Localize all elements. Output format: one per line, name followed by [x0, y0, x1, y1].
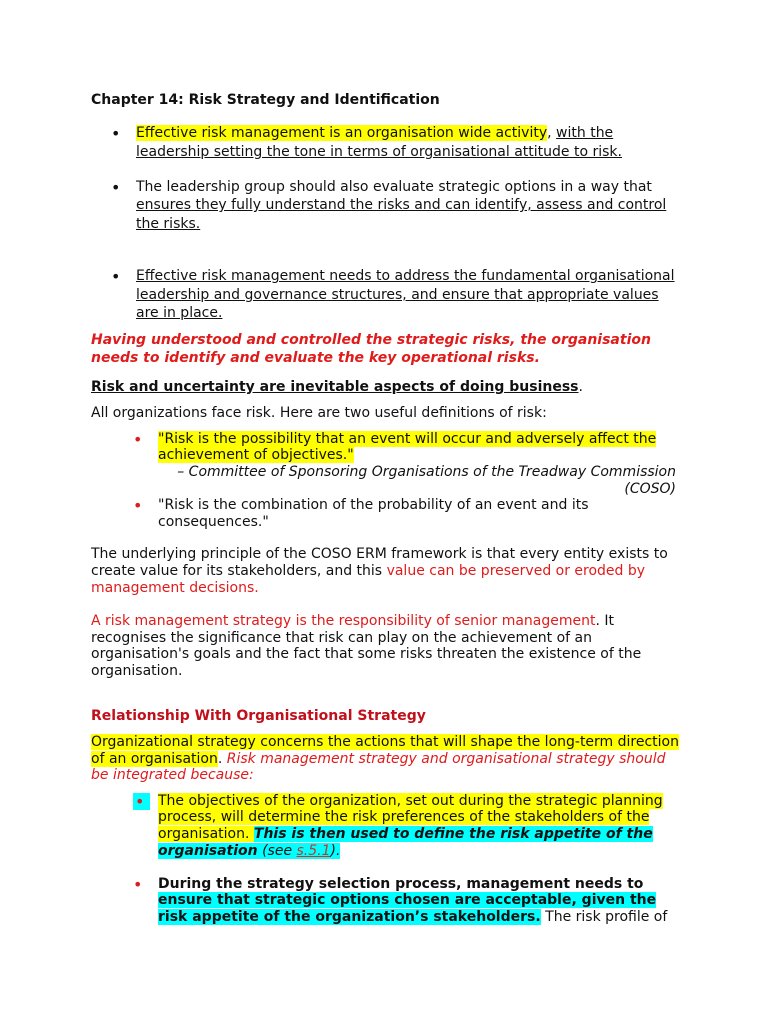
definition-2-line-1: "Risk is the combination of the probability of an event and its — [158, 497, 589, 513]
coso-para-line-2: create value for its stakeholders, and this value can be preserved or eroded by — [91, 563, 646, 579]
bullet-marker: • — [133, 430, 143, 449]
definition-2-line-2: consequences." — [158, 514, 269, 530]
red-statement-line-1: Having understood and controlled the strategic risks, the organisation — [91, 332, 651, 348]
definitions-intro: All organizations face risk. Here are two useful definitions of risk: — [91, 405, 547, 421]
section-link[interactable]: s.5.1 — [296, 843, 331, 859]
senior-para-line-2: recognises the significance that risk can play on the achievement of an — [91, 630, 593, 646]
red-statement-line-2: needs to identify and evaluate the key operational risks. — [91, 350, 540, 366]
org-para-line-1: Organizational strategy concerns the actions that will shape the long-term direction — [91, 734, 679, 750]
senior-para-line-3: organisation's goals and the fact that some risks threaten the existence of the — [91, 646, 642, 662]
org-para-line-2: of an organisation. Risk management strategy and organisational strategy should — [91, 751, 666, 767]
uncertainty-heading: Risk and uncertainty are inevitable aspects of doing business. — [91, 379, 583, 395]
objectives-line-1: The objectives of the organization, set out during the strategic planning — [158, 793, 663, 809]
bullet-3-line-1: Effective risk management needs to address the fundamental organisational — [136, 268, 675, 284]
objectives-line-2: process, will determine the risk preferences of the stakeholders of the — [158, 809, 650, 825]
coso-para-line-3: management decisions. — [91, 580, 259, 596]
bullet-3-line-3: are in place. — [136, 305, 223, 321]
bullet-2-line-2: ensures they fully understand the risks and can identify, assess and control — [136, 197, 667, 213]
selection-line-1: During the strategy selection process, management needs to — [158, 876, 644, 892]
highlighted-text: Effective risk management is an organisation wide activity — [136, 125, 548, 141]
bullet-1-line-1: Effective risk management is an organisation wide activity, with the — [136, 125, 614, 141]
definition-1-line-2: achievement of objectives." — [158, 447, 354, 463]
bullet-2-line-1: The leadership group should also evaluate strategic options in a way that — [136, 179, 652, 195]
bullet-1-line-2: leadership setting the tone in terms of organisational attitude to risk. — [136, 144, 622, 160]
definition-1-line-1: "Risk is the possibility that an event will occur and adversely affect the — [158, 431, 657, 447]
bullet-marker: • — [133, 496, 143, 515]
bullet-marker: • — [111, 267, 121, 286]
bullet-marker: • — [133, 793, 150, 810]
objectives-line-3: organisation. This is then used to define the risk appetite of the — [158, 826, 653, 842]
org-para-line-3: be integrated because: — [91, 767, 254, 783]
selection-line-2: ensure that strategic options chosen are acceptable, given the — [158, 892, 657, 908]
bullet-marker: • — [133, 875, 143, 894]
coso-para-line-1: The underlying principle of the COSO ERM framework is that every entity exists to — [91, 546, 668, 562]
bullet-3-line-2: leadership and governance structures, and ensure that appropriate values — [136, 287, 659, 303]
bullet-marker: • — [111, 124, 121, 143]
section-heading: Relationship With Organisational Strategy — [91, 708, 426, 724]
selection-line-3: risk appetite of the organization’s stakeholders. The risk profile of — [158, 909, 668, 925]
bullet-marker: • — [111, 178, 121, 197]
senior-para-line-1: A risk management strategy is the responsibility of senior management. It — [91, 613, 615, 629]
definition-1-attribution: – Committee of Sponsoring Organisations of the Treadway Commission — [177, 464, 676, 480]
definition-1-attribution-abbr: (COSO) — [624, 481, 676, 497]
bullet-2-line-3: the risks. — [136, 216, 201, 232]
chapter-heading: Chapter 14: Risk Strategy and Identification — [91, 92, 440, 108]
senior-para-line-4: organisation. — [91, 663, 183, 679]
objectives-line-4: organisation (see s.5.1). — [158, 843, 341, 859]
